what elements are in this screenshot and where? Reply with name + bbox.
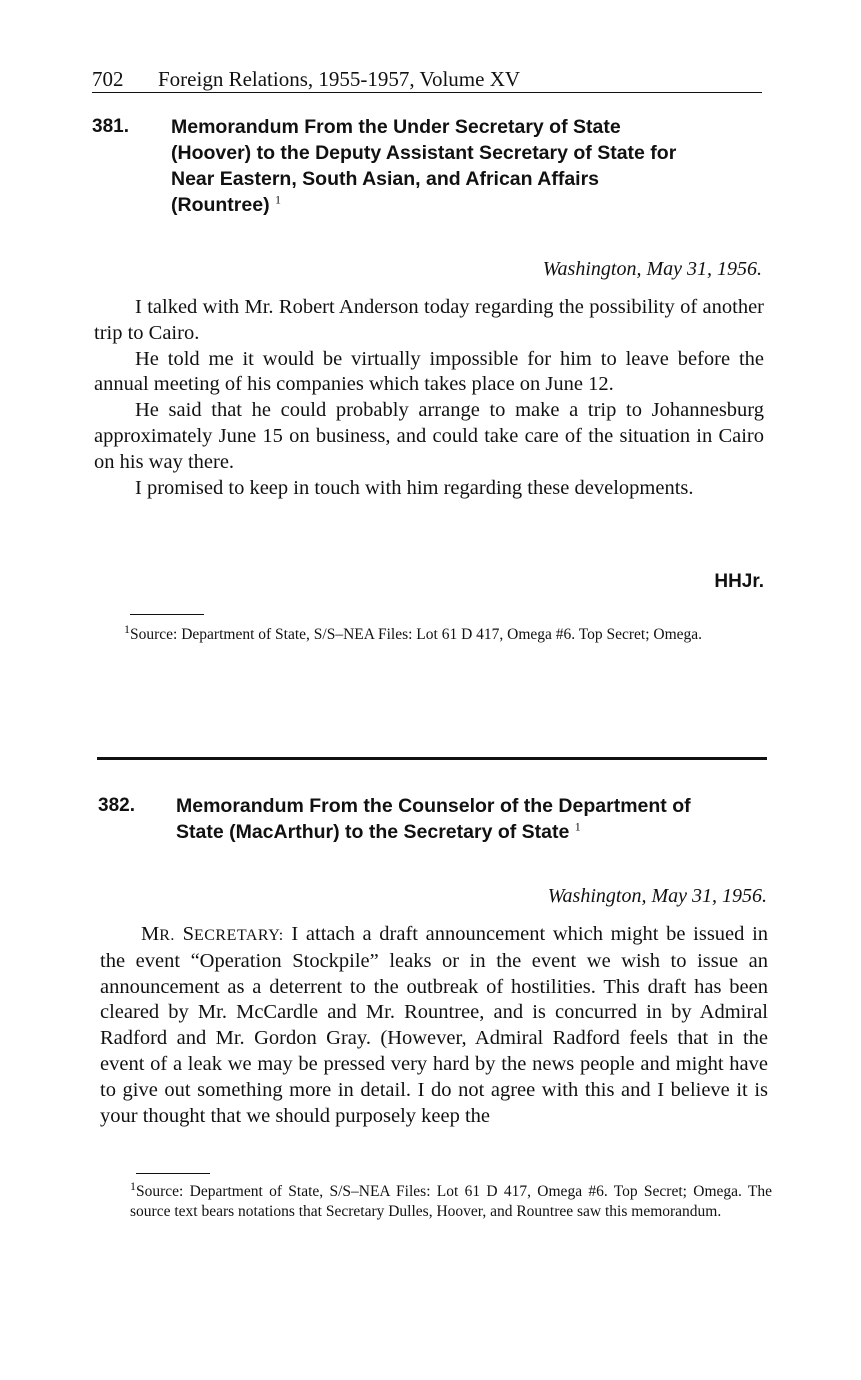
section-divider <box>97 757 767 760</box>
paragraph: I promised to keep in touch with him regarding these developments. <box>135 476 694 499</box>
doc-382-dateline: Washington, May 31, 1956. <box>547 885 767 907</box>
doc-381-title-line: (Hoover) to the Deputy Assistant Secretary of State for <box>171 142 677 164</box>
page-number: 702 <box>92 67 124 91</box>
doc-381-title <box>171 114 771 218</box>
paragraph: MR. SECRETARY: I attach a draft announcement which might be issued in the event “Operation Stockpile” leaks or in the event we wish to issue an announcement as a deterrent to the outbreak of hostilities. This draft has been cleared by Mr. McCardle and Mr. Rountree, and is concurred in by Admiral Radford and Mr. Gordon Gray. (However, Admiral Radford feels that in the event of a leak we may be pressed very hard by the news people and might have to give out something more in detail. I do not agree with this and I believe it is your thought that we should purposely keep the <box>100 923 769 1127</box>
footnote-divider <box>136 1173 210 1174</box>
doc-381-title-line: Near Eastern, South Asian, and African Affairs <box>171 168 600 190</box>
doc-382-title-line: State (MacArthur) to the Secretary of State $^1$ <box>176 819 581 843</box>
doc-381-title-line: (Rountree) $^1$ <box>171 192 281 216</box>
doc-381-dateline: Washington, May 31, 1956. <box>542 258 762 280</box>
doc-381-number: 381. <box>92 116 129 137</box>
footnote-marker: 1 <box>275 192 281 207</box>
footnote-marker: 1 <box>124 621 130 636</box>
doc-382-body <box>100 922 768 1129</box>
doc-382-title <box>176 793 766 845</box>
salutation: MR. SECRETARY: <box>141 923 284 945</box>
footnote-marker: 1 <box>574 819 581 834</box>
footnote-marker: 1 <box>130 1178 136 1193</box>
paragraph: He told me it would be virtually impossible for him to leave before the annual meeting of his companies which takes place on June 12. <box>94 347 764 396</box>
running-head <box>92 66 762 93</box>
paragraph: I talked with Mr. Robert Anderson today regarding the possibility of another trip to Cairo. <box>94 296 764 344</box>
doc-381-footnote: $^1$Source: Department of State, S/S–NEA Files: Lot 61 D 417, Omega #6. Top Secret; Omega. <box>124 621 703 643</box>
doc-381-signature: HHJr. <box>714 571 764 592</box>
running-head-title: Foreign Relations, 1955-1957, Volume XV <box>158 67 521 91</box>
doc-382-title-line: Memorandum From the Counselor of the Department of <box>176 795 691 817</box>
doc-381-body <box>94 295 764 501</box>
doc-382-number: 382. <box>98 795 135 816</box>
footnote-divider <box>130 614 204 615</box>
paragraph: He said that he could probably arrange to make a trip to Johannesburg approximately June 15 on business, and could take care of the situation in Cairo on his way there. <box>94 399 764 473</box>
doc-381-title-line: Memorandum From the Under Secretary of State <box>171 116 621 138</box>
doc-382-footnote: $^1$Source: Department of State, S/S–NEA Files: Lot 61 D 417, Omega #6. Top Secret; Omega. The source text bears notations that Secretary Dulles, Hoover, and Rountree saw this memorandum. <box>130 1178 772 1220</box>
